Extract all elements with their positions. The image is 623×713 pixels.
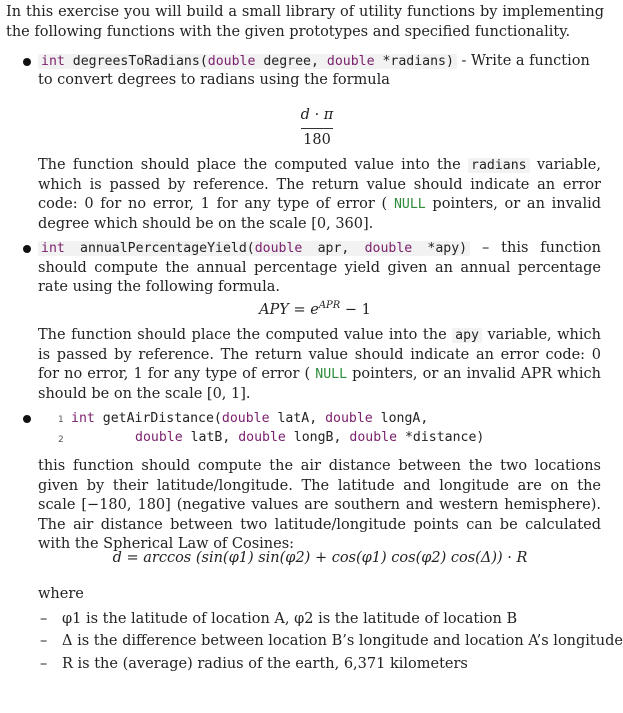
- code-radians: radians: [468, 158, 530, 173]
- item-2-prototype: int annualPercentageYield(double apr, double *apy): [38, 241, 470, 256]
- dash-icon: –: [40, 611, 48, 627]
- fraction-bar: [301, 128, 333, 129]
- where-label: where: [38, 586, 84, 602]
- code-null: NULL: [393, 197, 426, 212]
- item-3-paragraph: this function should compute the air distance between the two locations given by their latitude/longitude. The latitude and longitude are on the scale [−180, 180] (negative values are southern and western hemisphere). The air distance between two latitude/longitude points can be calculated with the Spherical Law of Cosines:: [38, 458, 601, 552]
- intro-paragraph: In this exercise you will build a small library of utility functions by implementing the following functions with the given prototypes and specified functionality.: [6, 4, 604, 40]
- item-1-prototype: int degreesToRadians(double degree, double *radians): [38, 54, 457, 69]
- item-2-formula: APY = $e^{APR} - 1$: [259, 300, 371, 318]
- item-1-formula: [297, 106, 337, 150]
- bullet-icon: [23, 58, 31, 66]
- formula-numerator: d · π: [300, 107, 334, 123]
- dash-icon: –: [40, 633, 48, 649]
- sub-item: Δ is the difference between location B’s longitude and location A’s longitude: [62, 633, 623, 649]
- item-2-paragraph: The function should place the computed value into the apy variable, which is passed by reference. The return value should indicate an error code: 0 for no error, 1 for any type of error ( NULL pointers, or an invalid APR which should be on the scale [0, 1].: [38, 327, 601, 402]
- code-line-1: int getAirDistance(double latA, double longA,: [71, 411, 429, 426]
- formula-denominator: 180: [303, 131, 331, 148]
- dash-icon: –: [40, 656, 48, 672]
- code-line-2: double latB, double longB, double *distance): [135, 430, 485, 445]
- code-apy: apy: [452, 328, 482, 343]
- sub-item: φ1 is the latitude of location A, φ2 is the latitude of location B: [62, 611, 518, 627]
- item-1-signature-line: int degreesToRadians(double degree, double *radians) - Write a function: [38, 52, 601, 72]
- sub-item: R is the (average) radius of the earth, 6,371 kilometers: [62, 656, 468, 672]
- formula-exponent: APR: [318, 300, 341, 311]
- bullet-icon: [23, 415, 31, 423]
- code-null: NULL: [315, 367, 348, 382]
- item-1-description: to convert degrees to radians using the formula: [38, 72, 390, 88]
- line-number: 1: [58, 415, 64, 425]
- bullet-icon: [23, 245, 31, 253]
- line-number: 2: [58, 435, 64, 445]
- item-1-paragraph: The function should place the computed value into the radians variable, which is passed by reference. The return value should indicate an error code: 0 for no error, 1 for any type of error ( NULL pointers, or an invalid degree which should be on the scale [0, 360].: [38, 157, 601, 232]
- item-2-text: int annualPercentageYield(double apr, double *apy) – this function should compute the annual percentage yield given an annual percentage rate using the following formula.: [38, 240, 601, 295]
- item-3-formula: d = arccos (sin(φ1) sin(φ2) + cos(φ1) cos(φ2) cos(Δ)) · R: [112, 550, 528, 566]
